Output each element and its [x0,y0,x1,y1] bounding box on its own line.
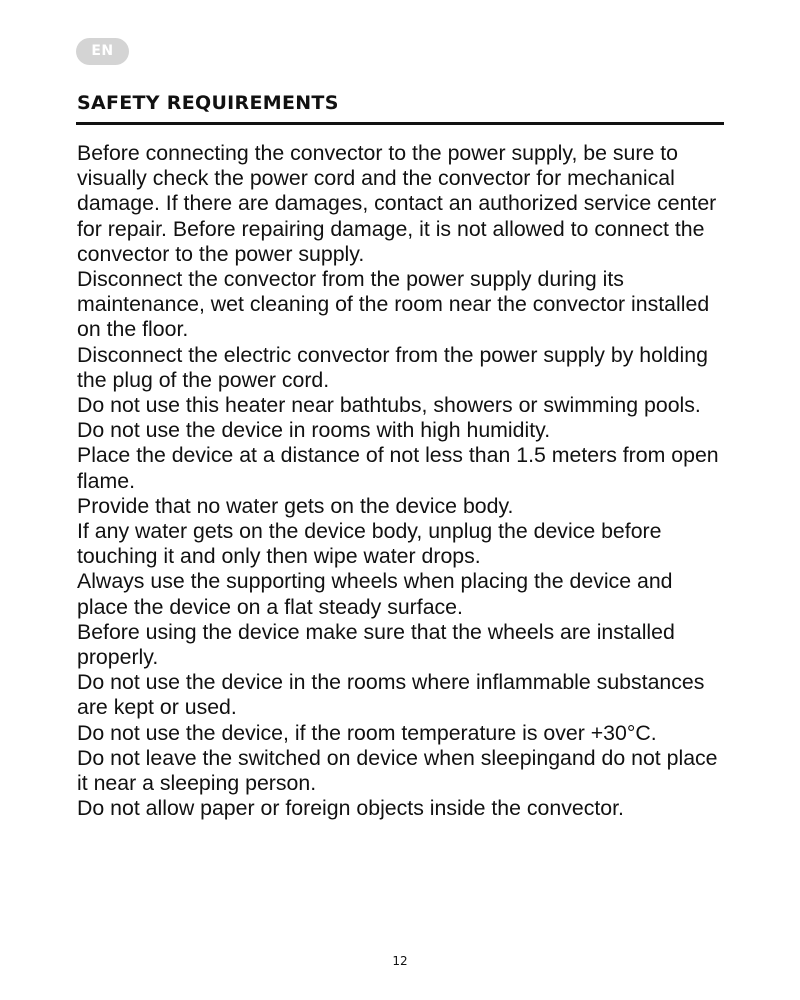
safety-instruction: Do not use this heater near bathtubs, showers or swimming pools. [77,393,701,418]
section-heading: SAFETY REQUIREMENTS [77,92,339,114]
heading-divider [76,122,724,125]
safety-instruction: Do not use the device, if the room temperature is over +30°C. [77,720,657,745]
safety-instruction: If any water gets on the device body, unplug the device before touching it and only then wipe water drops. [77,519,662,569]
safety-instruction: Before using the device make sure that the wheels are installed properly. [77,619,675,670]
safety-instruction: Always use the supporting wheels when placing the device and place the device on a flat steady surface. [77,569,673,619]
safety-instruction: Do not use the device in rooms with high humidity. [77,418,551,443]
safety-instruction: Disconnect the convector from the power supply during its maintenance, wet cleaning of the room near the convector installed on the floor. [77,267,710,342]
safety-instruction: Disconnect the electric convector from the power supply by holding the plug of the power cord. [77,342,708,392]
language-badge: EN [76,38,129,65]
safety-instruction: Place the device at a distance of not less than 1.5 meters from open flame. [77,443,719,493]
safety-instruction: Provide that no water gets on the device body. [77,493,514,518]
safety-instruction: Do not leave the switched on device when sleepingand do not place it near a sleeping person. [77,745,718,796]
safety-instructions-list [77,141,727,821]
page-number: 12 [392,954,408,968]
safety-instruction: Do not allow paper or foreign objects inside the convector. [77,796,624,821]
safety-instruction: Do not use the device in the rooms where inflammable substances are kept or used. [77,670,705,720]
safety-instruction: Before connecting the convector to the power supply, be sure to visually check the power cord and the convector for mechanical damage. If there are damages, contact an authorized service center for repair. Before repairing damage, it is not allowed to connect the convector to the power supply. [77,141,717,266]
